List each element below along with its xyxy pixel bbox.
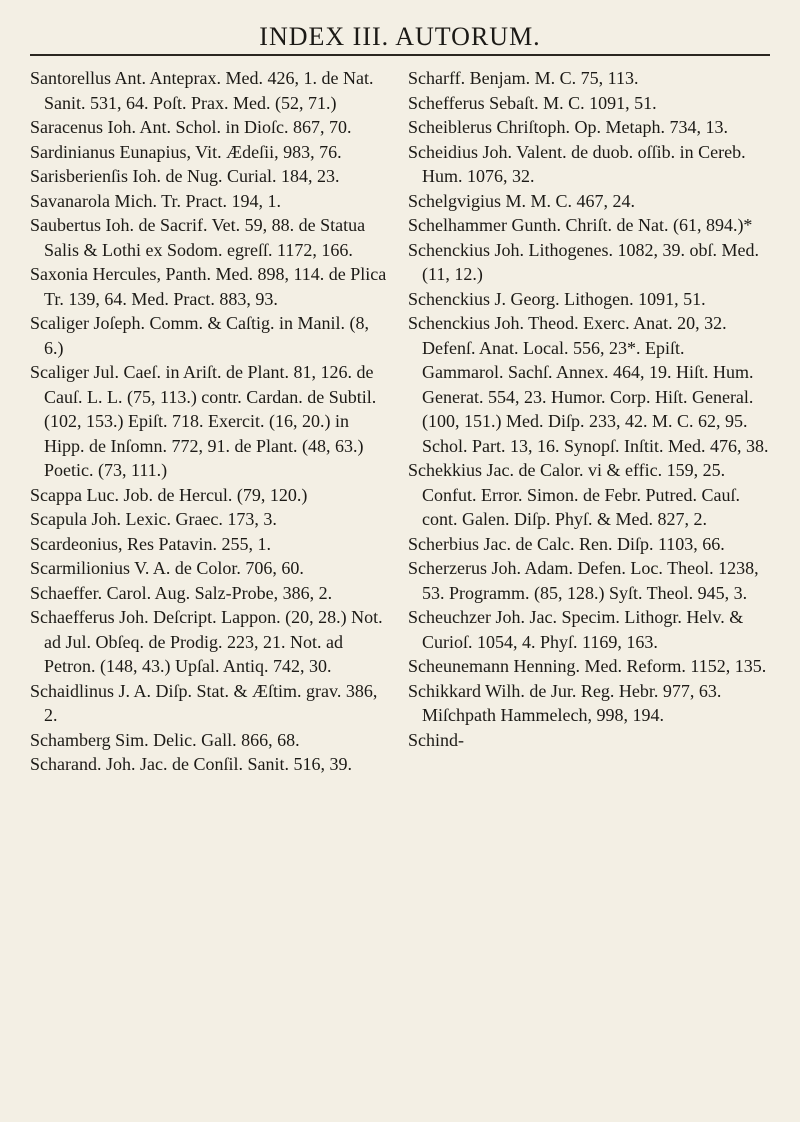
right-column [408,66,770,777]
index-entry: Santorellus Ant. Anteprax. Med. 426, 1. de Nat. Sanit. 531, 64. Poſt. Prax. Med. (52, 71.) [30,68,374,113]
index-entry: Scharand. Joh. Jac. de Conſil. Sanit. 516, 39. [30,754,352,774]
index-entry: Scheuchzer Joh. Jac. Specim. Lithogr. Helv. & Curioſ. 1054, 4. Phyſ. 1169, 163. [408,607,744,652]
index-entry: Scherbius Jac. de Calc. Ren. Diſp. 1103, 66. [408,533,725,554]
left-column [30,66,392,777]
index-entry: Saracenus Ioh. Ant. Schol. in Dioſc. 867, 70. [30,117,352,137]
index-entry: Schenckius Joh. Theod. Exerc. Anat. 20, 32. Defenſ. Anat. Local. 556, 23*. Epiſt. Gammarol. Sachſ. Annex. 464, 19. Hiſt. Hum. Generat. 554, 23. Humor. Corp. Hiſt. General. (100, 151.) Med. Diſp. 233, 42. M. C. 62, 95. Schol. Part. 13, 16. Synopſ. Inſtit. Med. 476, 38. [408,313,769,456]
index-entry: Scheunemann Henning. Med. Reform. 1152, 135. [408,656,767,676]
index-entry: Scheiblerus Chriſtoph. Op. Metaph. 734, 13. [408,117,728,137]
index-entry: Schaeffer. Carol. Aug. Salz-Probe, 386, 2. [30,582,333,603]
index-entry: Schind- [408,729,464,750]
index-entry: Saubertus Ioh. de Sacrif. Vet. 59, 88. de Statua Salis & Lothi ex Sodom. egreſſ. 1172, 166. [30,215,366,260]
page-header: INDEX III. AUTORUM. [259,22,541,51]
index-entry: Sardinianus Eunapius, Vit. Ædeſii, 983, 76. [30,141,342,162]
index-entry: Scaliger Joſeph. Comm. & Caſtig. in Manil. (8, 6.) [30,313,369,358]
index-entry: Scheidius Joh. Valent. de duob. oſſib. in Cereb. Hum. 1076, 32. [408,141,746,186]
index-columns [30,66,770,777]
index-entry: Schefferus Sebaſt. M. C. 1091, 51. [408,92,657,113]
index-entry: Schekkius Jac. de Calor. vi & effic. 159, 25. Confut. Error. Simon. de Febr. Putred. Cauſ. cont. Galen. Diſp. Phyſ. & Med. 827, 2. [408,460,740,529]
index-entry: Schaidlinus J. A. Diſp. Stat. & Æſtim. grav. 386, 2. [30,680,378,725]
header-rule [30,54,770,56]
index-entry: Schikkard Wilh. de Jur. Reg. Hebr. 977, 63. Miſchpath Hammelech, 998, 194. [408,680,722,725]
index-entry: Schaefferus Joh. Deſcript. Lappon. (20, 28.) Not. ad Jul. Obſeq. de Prodig. 223, 21. Not. ad Petron. (148, 43.) Upſal. Antiq. 742, 30. [30,607,383,676]
index-entry: Scaliger Jul. Caeſ. in Ariſt. de Plant. 81, 126. de Cauſ. L. L. (75, 113.) contr. Cardan. de Subtil. (102, 153.) Epiſt. 718. Exercit. (16, 20.) in Hipp. de Inſomn. 772, 91. de Plant. (48, 63.) Poetic. (73, 111.) [30,362,377,480]
index-entry: Scherzerus Joh. Adam. Defen. Loc. Theol. 1238, 53. Programm. (85, 128.) Syſt. Theol. 945, 3. [408,558,759,603]
index-entry: Scardeonius, Res Patavin. 255, 1. [30,533,271,554]
index-entry: Schenckius Joh. Lithogenes. 1082, 39. obſ. Med. (11, 12.) [408,239,759,284]
index-entry: Saxonia Hercules, Panth. Med. 898, 114. de Plica Tr. 139, 64. Med. Pract. 883, 93. [30,264,387,309]
index-entry: Schenckius J. Georg. Lithogen. 1091, 51. [408,288,706,309]
index-entry: Schamberg Sim. Delic. Gall. 866, 68. [30,729,300,750]
index-entry: Schelhammer Gunth. Chriſt. de Nat. (61, 894.)* [408,215,753,235]
index-entry: Sarisberienſis Ioh. de Nug. Curial. 184, 23. [30,166,340,186]
index-entry: Schelgvigius M. M. C. 467, 24. [408,190,636,211]
index-entry: Scapula Joh. Lexic. Graec. 173, 3. [30,509,277,529]
index-entry: Scharff. Benjam. M. C. 75, 113. [408,68,639,88]
index-entry: Scappa Luc. Job. de Hercul. (79, 120.) [30,484,308,505]
index-entry: Scarmilionius V. A. de Color. 706, 60. [30,558,304,578]
index-entry: Savanarola Mich. Tr. Pract. 194, 1. [30,190,281,211]
